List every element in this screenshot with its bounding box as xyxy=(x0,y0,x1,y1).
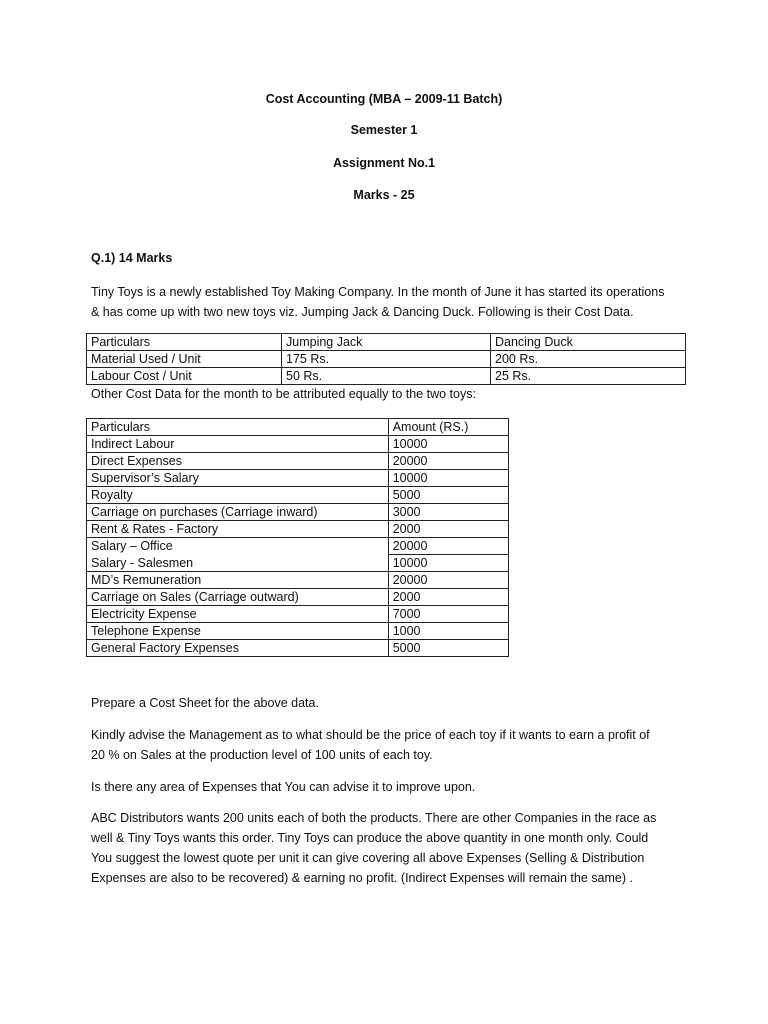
task-line: You suggest the lowest quote per unit it can give covering all above Expenses (Selling & Distribution xyxy=(91,851,645,865)
table-cell: 20000 xyxy=(388,572,508,589)
task-expense-advice: Is there any area of Expenses that You can advise it to improve upon. xyxy=(91,780,476,794)
table-cell: 25 Rs. xyxy=(491,368,686,385)
table-row xyxy=(87,436,509,453)
table-cell: 175 Rs. xyxy=(282,351,491,368)
table-row xyxy=(87,572,509,589)
table-cell: MD’s Remuneration xyxy=(87,572,389,589)
table-cell: Electricity Expense xyxy=(87,606,389,623)
table-cell: 20000 xyxy=(388,453,508,470)
table-cell: 10000 xyxy=(388,436,508,453)
table-cell: 200 Rs. xyxy=(491,351,686,368)
marks-heading: Marks - 25 xyxy=(353,188,415,202)
table-row xyxy=(87,419,509,436)
table-row xyxy=(87,521,509,538)
table-cell: 10000 xyxy=(388,555,508,572)
intro-line: Tiny Toys is a newly established Toy Making Company. In the month of June it has started its operations xyxy=(91,285,665,299)
task-line: well & Tiny Toys wants this order. Tiny Toys can produce the above quantity in one month only. Could xyxy=(91,831,649,845)
document-title: Cost Accounting (MBA – 2009-11 Batch) xyxy=(265,92,503,106)
table-cell: Direct Expenses xyxy=(87,453,389,470)
table-cell: Rent & Rates - Factory xyxy=(87,521,389,538)
table-cell: Carriage on purchases (Carriage inward) xyxy=(87,504,389,521)
table-cell: 5000 xyxy=(388,640,508,657)
table-cell: 20000 xyxy=(388,538,508,555)
table-row xyxy=(87,538,509,555)
table-row xyxy=(87,589,509,606)
task-quote xyxy=(91,808,691,888)
table-row xyxy=(87,555,509,572)
table-cell: Salary - Salesmen xyxy=(87,555,389,572)
other-cost-note: Other Cost Data for the month to be attributed equally to the two toys: xyxy=(91,387,476,401)
cost-data-table xyxy=(86,333,686,385)
table-row xyxy=(87,368,686,385)
table-cell: Dancing Duck xyxy=(491,334,686,351)
table-cell: Salary – Office xyxy=(87,538,389,555)
table-cell: Jumping Jack xyxy=(282,334,491,351)
task-line: Kindly advise the Management as to what should be the price of each toy if it wants to earn a profit of xyxy=(91,728,650,742)
table-cell: Indirect Labour xyxy=(87,436,389,453)
task-line: 20 % on Sales at the production level of 100 units of each toy. xyxy=(91,748,433,762)
task-line: ABC Distributors wants 200 units each of both the products. There are other Companies in the race as xyxy=(91,811,657,825)
table-cell: 2000 xyxy=(388,589,508,606)
table-row xyxy=(87,470,509,487)
semester-heading: Semester 1 xyxy=(350,123,418,137)
table-cell: Royalty xyxy=(87,487,389,504)
task-pricing xyxy=(91,725,691,765)
table-cell: 50 Rs. xyxy=(282,368,491,385)
table-row xyxy=(87,623,509,640)
table-cell: Particulars xyxy=(87,334,282,351)
table-cell: 1000 xyxy=(388,623,508,640)
table-cell: Carriage on Sales (Carriage outward) xyxy=(87,589,389,606)
table-row xyxy=(87,606,509,623)
table-cell: Amount (RS.) xyxy=(388,419,508,436)
table-row xyxy=(87,504,509,521)
table-cell: 5000 xyxy=(388,487,508,504)
table-cell: 10000 xyxy=(388,470,508,487)
table-row xyxy=(87,334,686,351)
intro-line: & has come up with two new toys viz. Jumping Jack & Dancing Duck. Following is their Cost Data. xyxy=(91,305,634,319)
table-cell: Labour Cost / Unit xyxy=(87,368,282,385)
question-intro xyxy=(91,282,691,322)
table-row xyxy=(87,640,509,657)
assignment-heading: Assignment No.1 xyxy=(332,156,436,170)
table-row xyxy=(87,487,509,504)
table-cell: Telephone Expense xyxy=(87,623,389,640)
question-label: Q.1) 14 Marks xyxy=(91,251,173,265)
expense-table xyxy=(86,418,509,657)
table-cell: 2000 xyxy=(388,521,508,538)
task-cost-sheet: Prepare a Cost Sheet for the above data. xyxy=(91,696,319,710)
task-line: Expenses are also to be recovered) & earning no profit. (Indirect Expenses will remain the same) . xyxy=(91,871,633,885)
table-row xyxy=(87,351,686,368)
table-cell: Particulars xyxy=(87,419,389,436)
table-cell: 7000 xyxy=(388,606,508,623)
table-cell: General Factory Expenses xyxy=(87,640,389,657)
table-cell: 3000 xyxy=(388,504,508,521)
table-cell: Material Used / Unit xyxy=(87,351,282,368)
table-cell: Supervisor’s Salary xyxy=(87,470,389,487)
table-row xyxy=(87,453,509,470)
